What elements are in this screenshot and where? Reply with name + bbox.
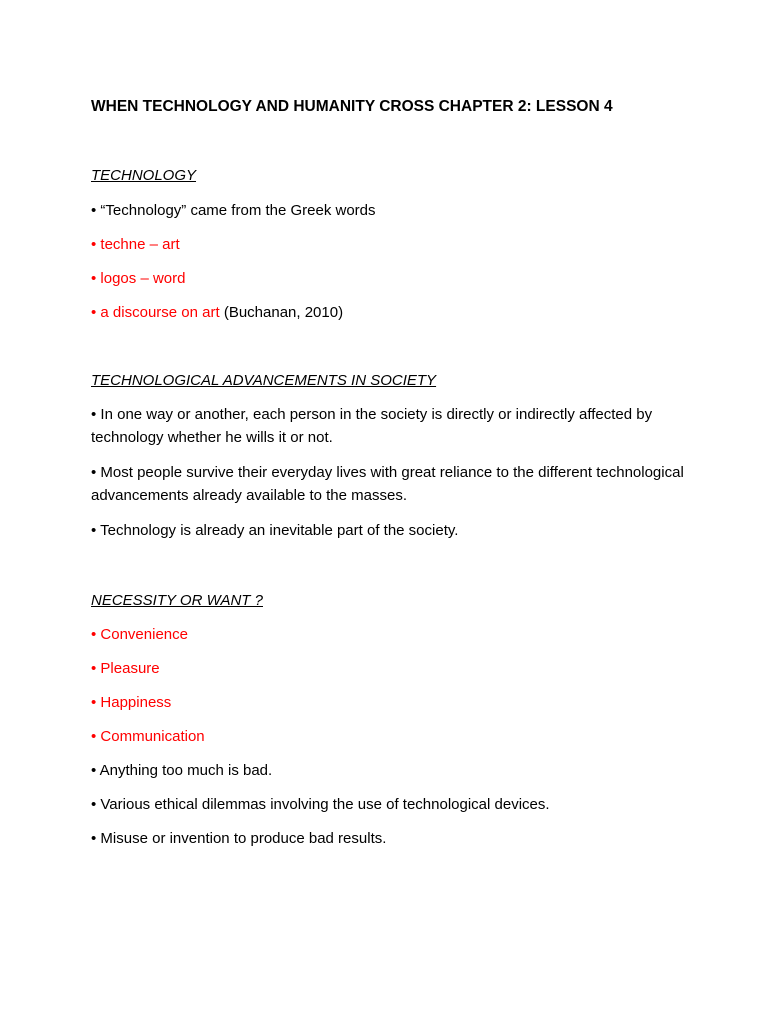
section-heading-technology: TECHNOLOGY [91,167,197,184]
list-item: • Misuse or invention to produce bad results. [91,830,387,847]
list-item: • techne – art [91,236,180,253]
list-item: • Convenience [91,626,188,643]
list-item [91,301,343,324]
list-item: • “Technology” came from the Greek words [91,202,376,219]
section-heading-necessity: NECESSITY OR WANT ? [91,592,263,609]
list-item: • Anything too much is bad. [91,762,273,779]
list-item: • Pleasure [91,660,160,677]
list-item: • Happiness [91,694,172,711]
document-title: WHEN TECHNOLOGY AND HUMANITY CROSS CHAPTER 2: LESSON 4 [91,98,613,115]
section-heading-advancements: TECHNOLOGICAL ADVANCEMENTS IN SOCIETY [91,372,437,389]
list-item: • In one way or another, each person in the society is directly or indirectly affected by technology whether he wills it or not. [91,406,653,446]
list-item: • Various ethical dilemmas involving the use of technological devices. [91,796,550,813]
citation: (Buchanan, 2010) [219,304,344,321]
list-item: • Communication [91,728,205,745]
list-item: • Most people survive their everyday lives with great reliance to the different technological advancements already available to the masses. [91,464,684,504]
list-item-emphasis: • a discourse on art [91,304,220,321]
list-item: • Technology is already an inevitable part of the society. [91,522,459,539]
list-item: • logos – word [91,270,186,287]
